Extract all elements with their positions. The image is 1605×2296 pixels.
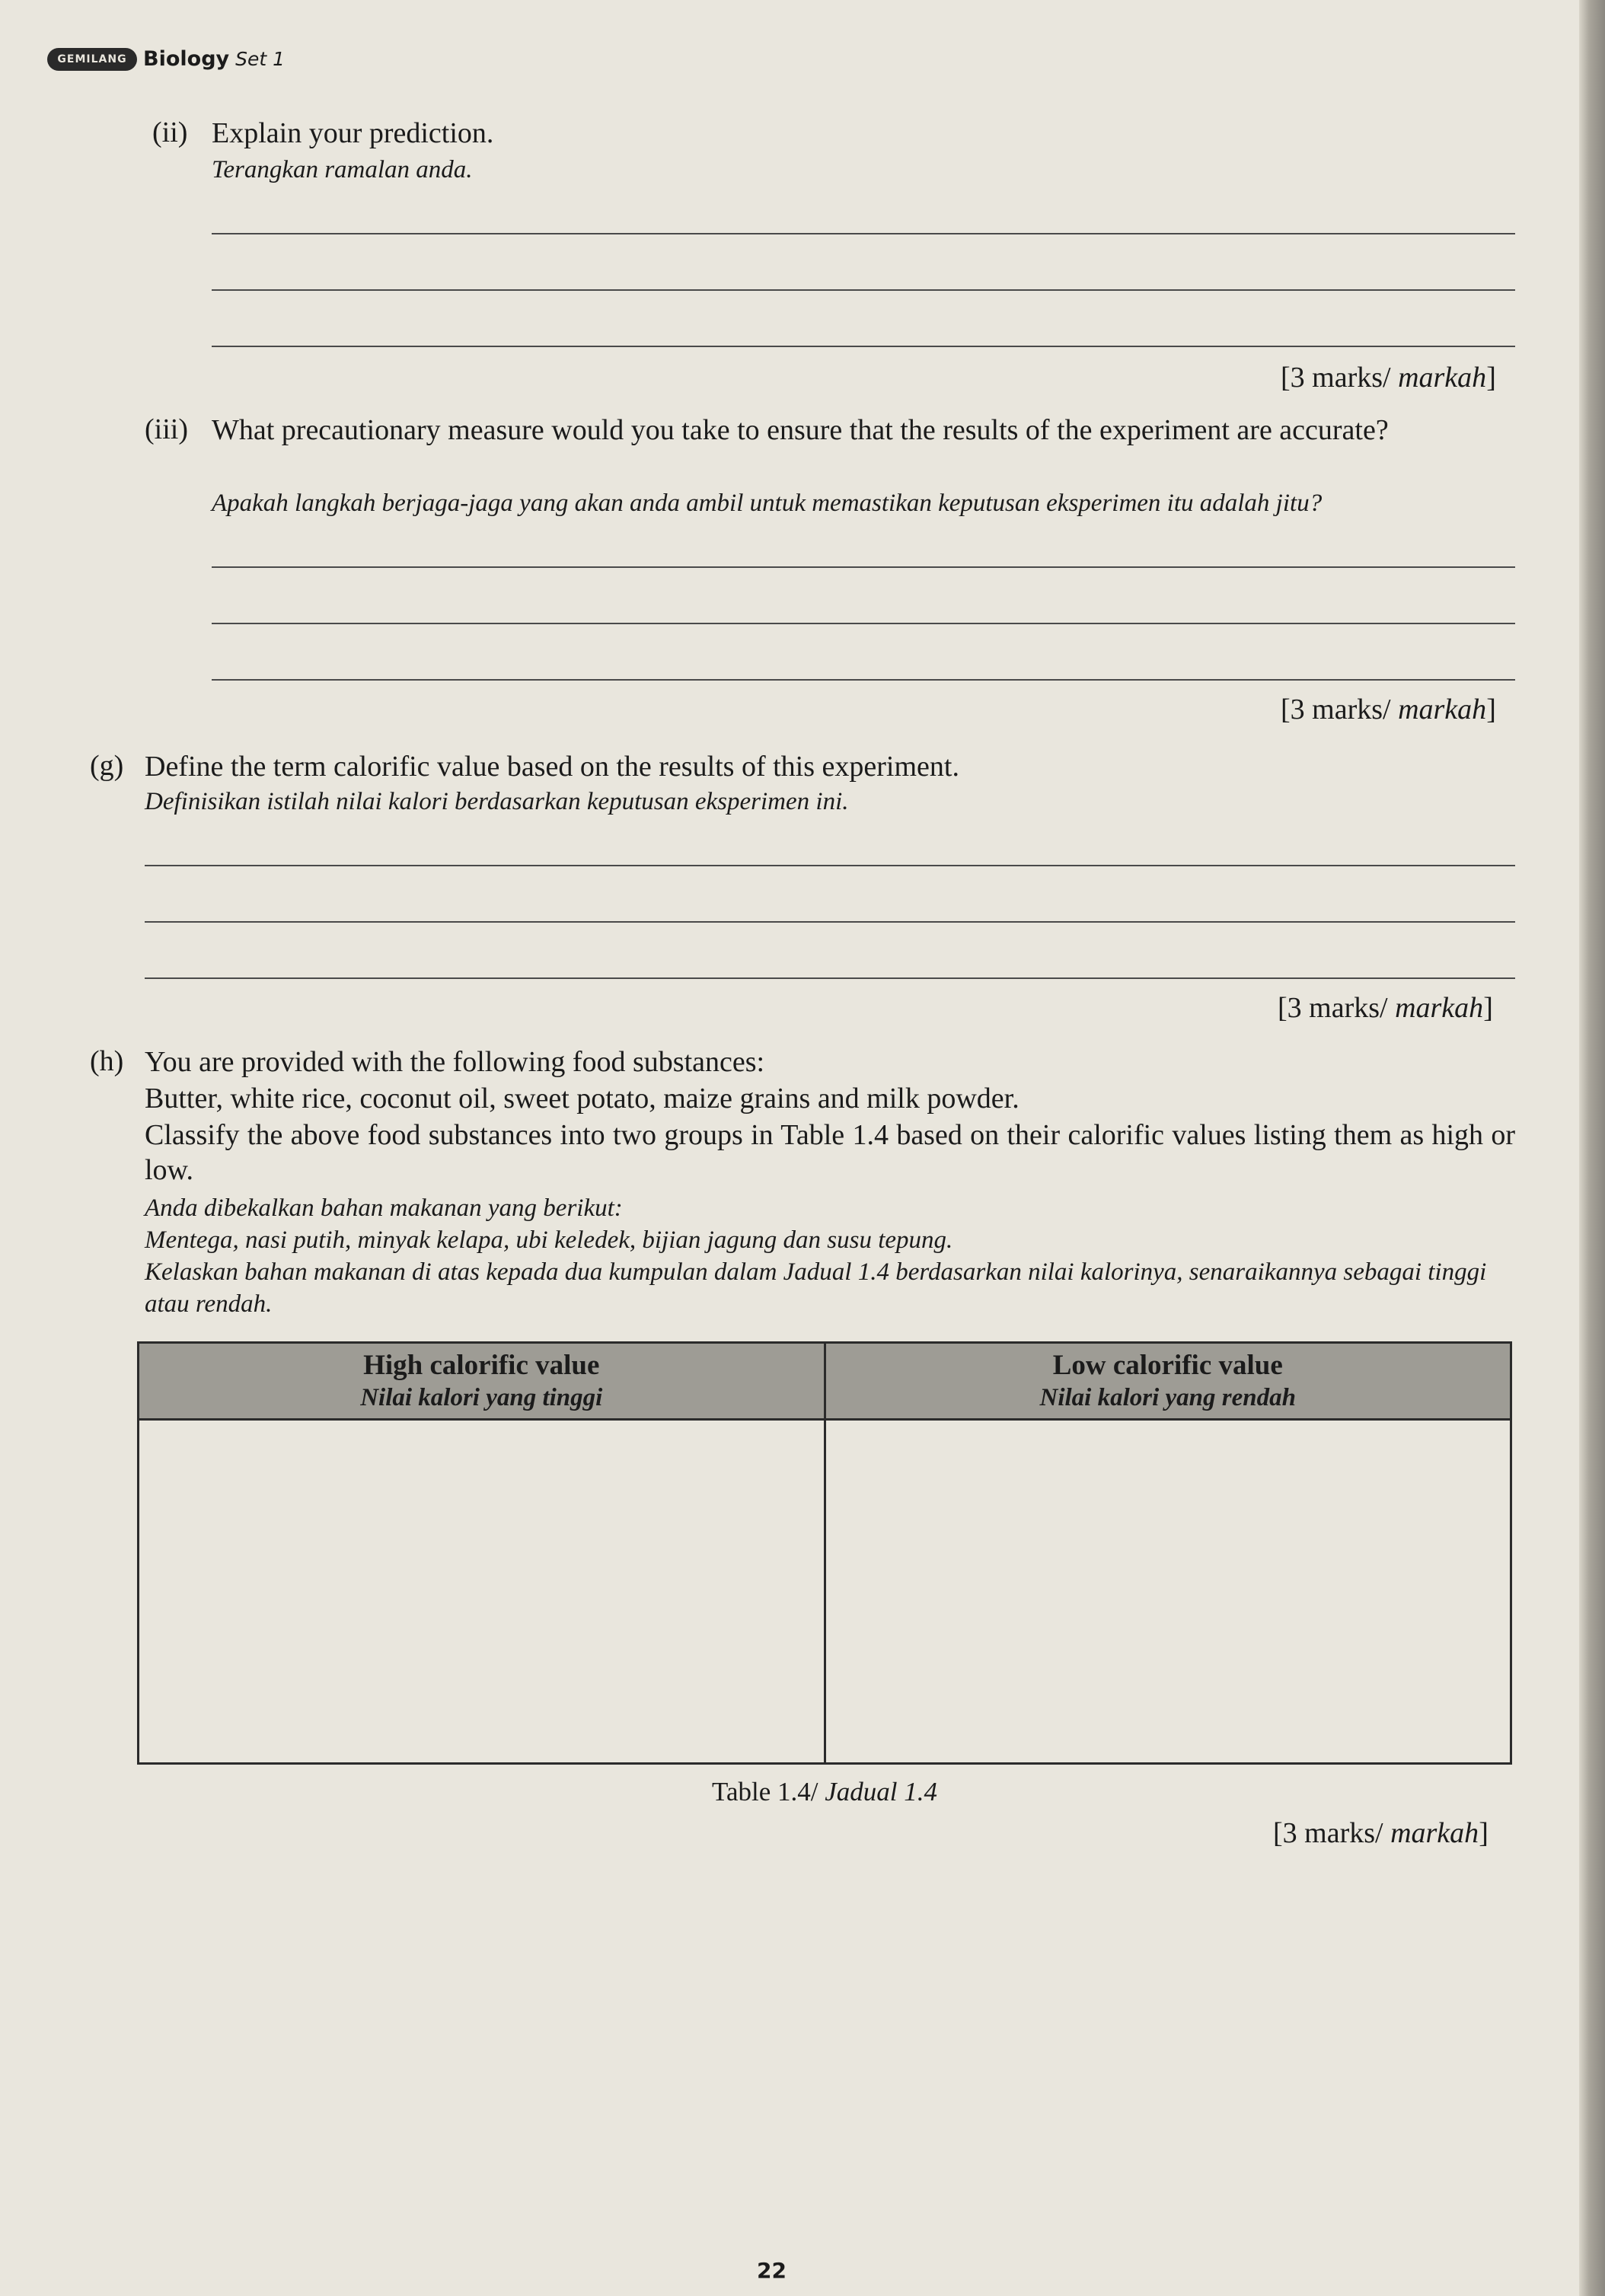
- answer-line[interactable]: [212, 566, 1515, 568]
- table-header-low-en: Low calorific value: [1052, 1350, 1283, 1381]
- calorific-value-table: [137, 1341, 1512, 1765]
- header-set: Set 1: [235, 48, 286, 70]
- question-ii-number: (ii): [152, 116, 188, 148]
- answer-line[interactable]: [212, 346, 1515, 347]
- question-iii-text-ms: Apakah langkah berjaga-jaga yang akan anda ambil untuk memastikan keputusan eksperimen itu adalah jitu?: [212, 489, 1323, 517]
- question-iii-number: (iii): [145, 413, 188, 445]
- question-g-marks: [3 marks/ markah]: [1278, 992, 1493, 1024]
- publisher-logo: GEMILANG: [47, 48, 137, 71]
- page-number: 22: [757, 2258, 787, 2283]
- page-edge-shadow: [1579, 0, 1605, 2296]
- question-g-text-en: Define the term calorific value based on the results of this experiment.: [145, 751, 959, 783]
- answer-line[interactable]: [145, 921, 1515, 923]
- answer-line[interactable]: [212, 289, 1515, 291]
- answer-line[interactable]: [212, 623, 1515, 624]
- page-header: [47, 47, 285, 71]
- question-iii-text-en: What precautionary measure would you take to ensure that the results of the experiment are accurate?: [212, 414, 1389, 446]
- table-header-low: [825, 1343, 1511, 1420]
- question-iii-marks: [3 marks/ markah]: [1281, 694, 1496, 725]
- answer-line[interactable]: [145, 977, 1515, 979]
- table-header-low-ms: Nilai kalori yang rendah: [1039, 1384, 1296, 1411]
- table-header-high: [139, 1343, 825, 1420]
- question-h-text-en-1: You are provided with the following food substances:: [145, 1046, 765, 1078]
- question-h-text-en-2: Butter, white rice, coconut oil, sweet potato, maize grains and milk powder.: [145, 1083, 1019, 1115]
- question-ii-text-en: Explain your prediction.: [212, 117, 494, 149]
- answer-line[interactable]: [145, 865, 1515, 866]
- answer-cell-high[interactable]: [139, 1420, 825, 1764]
- question-h-text-ms-2: Mentega, nasi putih, minyak kelapa, ubi keledek, bijian jagung dan susu tepung.: [145, 1226, 953, 1254]
- question-ii-marks: [3 marks/ markah]: [1281, 362, 1496, 394]
- table-header-high-en: High calorific value: [363, 1350, 600, 1381]
- answer-line[interactable]: [212, 679, 1515, 681]
- question-g-number: (g): [90, 750, 124, 782]
- answer-line[interactable]: [212, 233, 1515, 234]
- question-h-text-en-3: Classify the above food substances into two groups in Table 1.4 based on their calorific values listing them as high or low.: [145, 1119, 1515, 1186]
- table-caption: Table 1.4/ Jadual 1.4: [712, 1777, 937, 1807]
- table-header-high-ms: Nilai kalori yang tinggi: [360, 1384, 603, 1411]
- header-subject: Biology: [143, 47, 230, 71]
- question-h-marks: [3 marks/ markah]: [1273, 1817, 1489, 1849]
- question-h-number: (h): [90, 1045, 124, 1077]
- answer-cell-low[interactable]: [825, 1420, 1511, 1764]
- question-ii-text-ms: Terangkan ramalan anda.: [212, 156, 473, 183]
- question-h-text-ms-1: Anda dibekalkan bahan makanan yang berikut:: [145, 1194, 623, 1222]
- question-g-text-ms: Definisikan istilah nilai kalori berdasarkan keputusan eksperimen ini.: [145, 788, 849, 815]
- question-h-text-ms-3: Kelaskan bahan makanan di atas kepada dua kumpulan dalam Jadual 1.4 berdasarkan nilai kalorinya, senaraikannya sebagai tinggi atau rendah.: [145, 1258, 1487, 1318]
